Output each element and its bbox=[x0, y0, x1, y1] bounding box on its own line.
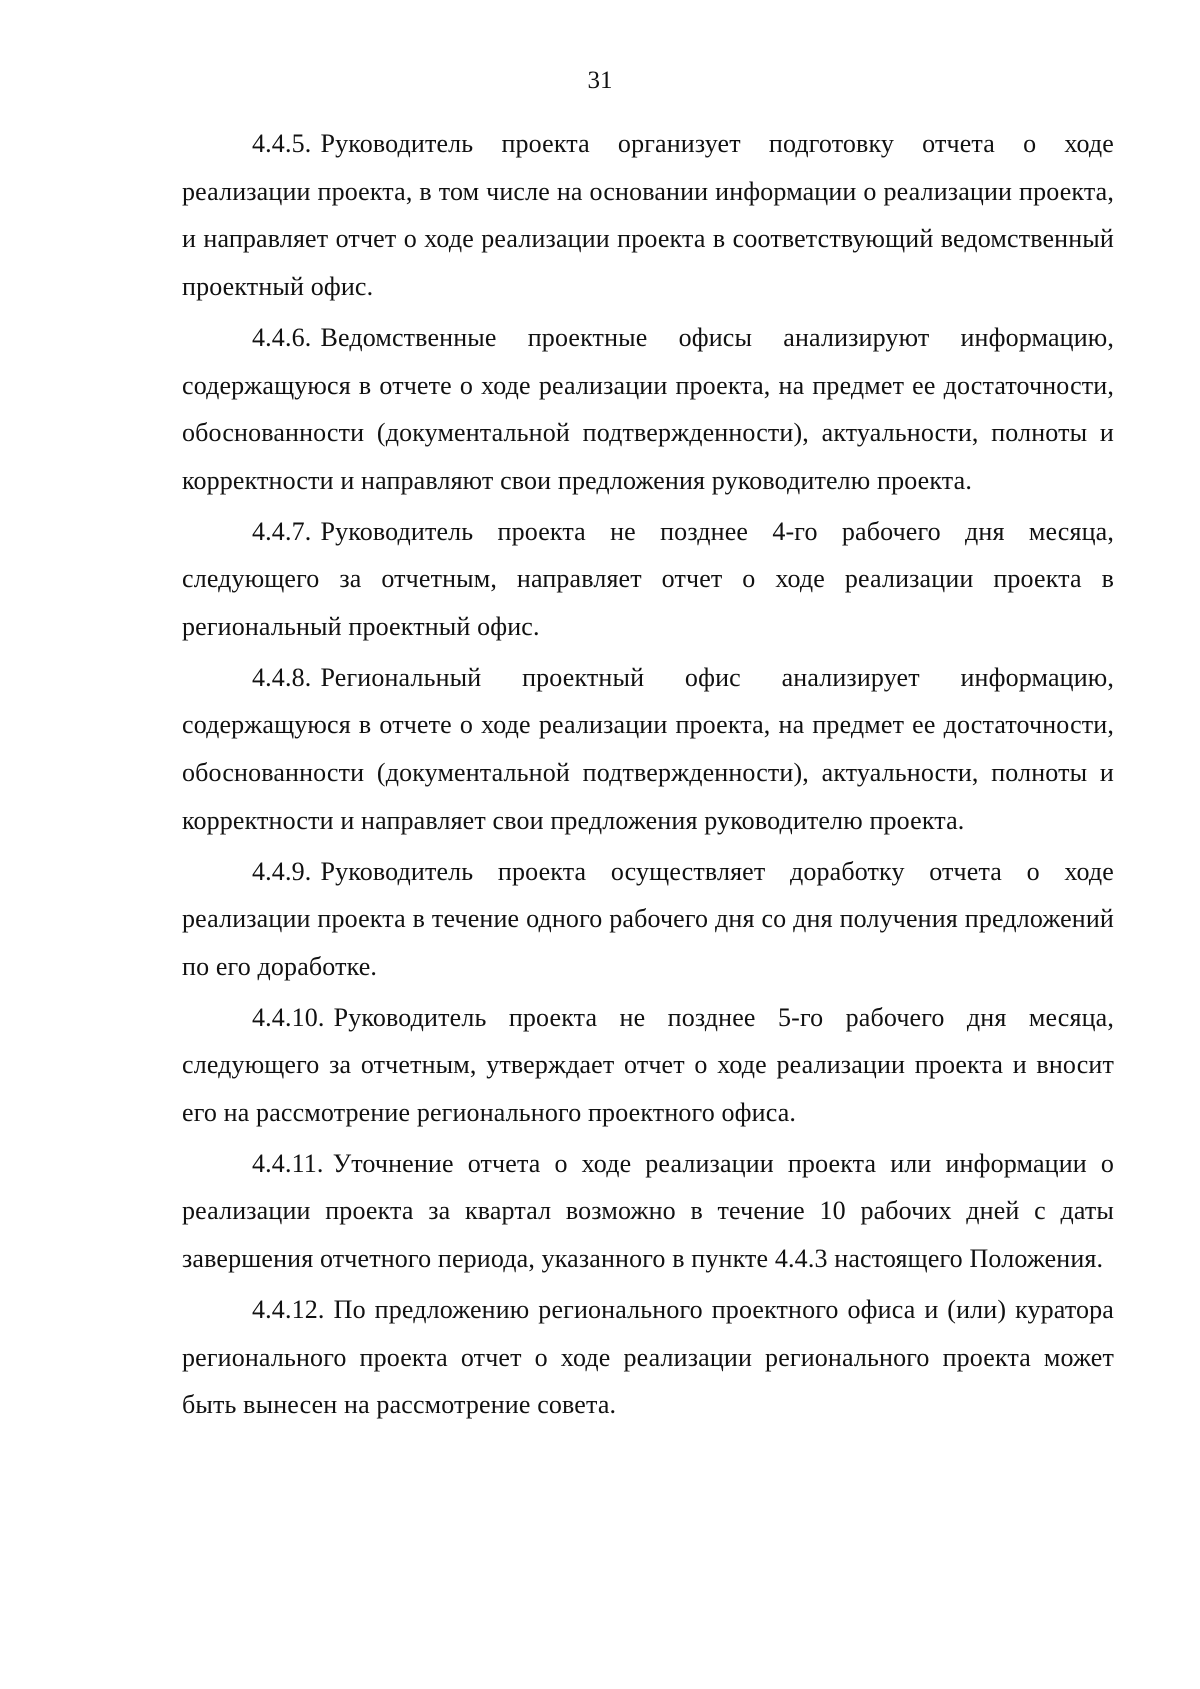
page-number: 31 bbox=[587, 67, 613, 94]
paragraph-text: Руководитель проекта не позднее 4-го рабочего дня месяца, следующего за отчетным, направляет отчет о ходе реализации проекта в региональный проектный офис. bbox=[182, 516, 1114, 642]
paragraph-text: Региональный проектный офис анализирует информацию, содержащуюся в отчете о ходе реализации проекта, на предмет ее достаточности, обоснованности (документальной подтвержденности), актуальности, полноты и корректности и направляет свои предложения руководителю проекта. bbox=[182, 662, 1114, 835]
paragraph-4-4-11 bbox=[182, 1140, 1114, 1283]
paragraph-4-4-9 bbox=[182, 848, 1114, 991]
paragraph-text: Руководитель проекта осуществляет доработку отчета о ходе реализации проекта в течение одного рабочего дня со дня получения предложений по его доработке. bbox=[182, 856, 1114, 981]
paragraph-4-4-12 bbox=[182, 1286, 1114, 1429]
paragraph-number: 4.4.10. bbox=[252, 1002, 325, 1032]
paragraph-number: 4.4.9. bbox=[252, 856, 312, 886]
paragraph-4-4-10 bbox=[182, 994, 1114, 1137]
paragraph-number: 4.4.7. bbox=[252, 516, 312, 546]
paragraph-number: 4.4.11. bbox=[252, 1148, 324, 1178]
paragraph-text: Руководитель проекта организует подготовку отчета о ходе реализации проекта, в том числе на основании информации о реализации проекта, и направляет отчет о ходе реализации проекта в соответствующий ведомственный проектный офис. bbox=[182, 129, 1114, 302]
paragraph-number: 4.4.6. bbox=[252, 322, 312, 352]
paragraph-4-4-6 bbox=[182, 314, 1114, 505]
paragraph-4-4-8 bbox=[182, 654, 1114, 845]
paragraph-number: 4.4.5. bbox=[252, 129, 312, 158]
paragraph-text: По предложению регионального проектного офиса и (или) куратора регионального проекта отчет о ходе реализации регионального проекта может быть вынесен на рассмотрение совета. bbox=[182, 1294, 1114, 1420]
paragraph-text: Руководитель проекта не позднее 5-го рабочего дня месяца, следующего за отчетным, утверждает отчет о ходе реализации проекта и вносит его на рассмотрение регионального проектного офиса. bbox=[182, 1002, 1114, 1128]
paragraph-number: 4.4.8. bbox=[252, 662, 312, 692]
paragraph-text: Уточнение отчета о ходе реализации проекта или информации о реализации проекта за квартал возможно в течение 10 рабочих дней с даты завершения отчетного периода, указанного в пункте 4.4.3 настоящего Положения. bbox=[182, 1148, 1114, 1274]
paragraph-4-4-5 bbox=[182, 120, 1114, 311]
document-body bbox=[182, 120, 1114, 1432]
paragraph-4-4-7 bbox=[182, 508, 1114, 651]
paragraph-text: Ведомственные проектные офисы анализируют информацию, содержащуюся в отчете о ходе реализации проекта, на предмет ее достаточности, обоснованности (документальной подтвержденности), актуальности, полноты и корректности и направляют свои предложения руководителю проекта. bbox=[182, 322, 1114, 495]
paragraph-number: 4.4.12. bbox=[252, 1294, 325, 1324]
